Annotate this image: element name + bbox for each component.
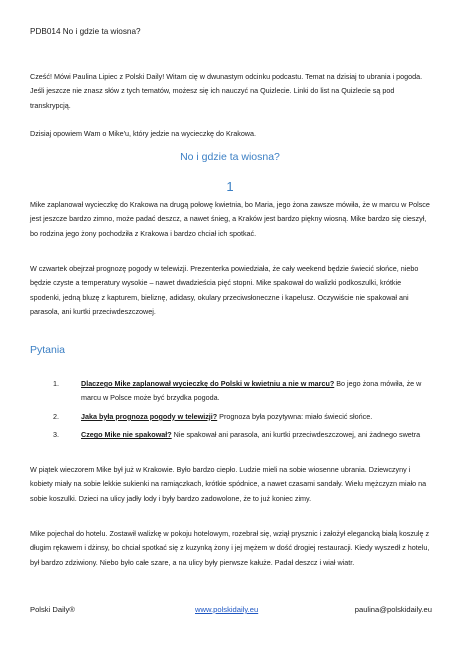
footer-brand: Polski Daily®	[30, 605, 75, 614]
questions-list	[53, 377, 433, 447]
story-paragraph-2: W czwartek obejrzał prognozę pogody w telewizji. Prezenterka powiedziała, że cały weekend będzie świecić słońce, niebo będzie czyste a temperatury wysokie – nawet dwadzieścia pięć stopni. Mike spakował do walizki podkoszulki, krótkie spodenki, jedną bluzę z kapturem, bieliznę, adidasy, okulary przeciwsłoneczne i kapelusz. Oczywiście nie spakował ani parasola, ani kurtki przeciwdeszczowej.	[30, 264, 419, 317]
question-item	[53, 377, 433, 406]
answer-text: Prognoza była pozytywna: miało świecić słońce.	[217, 411, 373, 421]
footer-website-link[interactable]: www.polskidaily.eu	[195, 605, 259, 614]
question-text: Jaka była prognoza pogody w telewizji?	[81, 411, 218, 421]
question-text: Czego Mike nie spakował?	[81, 430, 172, 440]
questions-heading: Pytania	[30, 344, 66, 356]
intro-paragraph: Cześć! Mówi Paulina Lipiec z Polski Daily! Witam cię w dwunastym odcinku podcastu. Temat na dzisiaj to ubrania i pogoda. Jeśli jeszcze nie znasz słów z tych tematów, możesz się ich nauczyć na Quizlecie. Linki do list na Quizlecie są pod transkrypcją.	[30, 72, 423, 110]
intro-paragraph-2: Dzisiaj opowiem Wam o Mike'u, który jedzie na wycieczkę do Krakowa.	[30, 129, 256, 138]
answer-text: Bo jego żona mówiła, że w marcu w Polsce może być brzydka pogoda.	[81, 379, 422, 403]
story-paragraph-3: W piątek wieczorem Mike był już w Krakowie. Było bardzo ciepło. Ludzie mieli na sobie wiosenne ubrania. Dziewczyny i kobiety miały na sobie lekkie sukienki na ramiączkach, krótkie spódnice, a nawet czasami sandały. Wielu mężczyzn miało na sobie koszulki. Dzieci na ulicy jadły lody i były bardzo zadowolone, że to już koniec zimy.	[30, 465, 427, 503]
story-paragraph-1: Mike zaplanował wycieczkę do Krakowa na drugą połowę kwietnia, bo Maria, jego żona zawsze mówiła, że w marcu w Polsce jest jeszcze bardzo zimno, może padać deszcz, a nawet śnieg, a Kraków jest bardzo piękny wiosną. Mike bardzo się cieszył, bo rodzina jego żony pochodziła z Krakowa i bardzo chciał ich spotkać.	[30, 200, 430, 238]
question-number: 2.	[53, 411, 59, 421]
question-text: Dlaczego Mike zaplanował wycieczkę do Polski w kwietniu a nie w marcu?	[81, 379, 335, 388]
question-number: 3.	[53, 430, 59, 440]
part-number: 1	[226, 179, 234, 194]
footer-email[interactable]: paulina@polskidaily.eu	[354, 605, 432, 614]
question-item	[53, 410, 433, 424]
episode-code: PDB014 No i gdzie ta wiosna?	[30, 27, 141, 36]
story-title: No i gdzie ta wiosna?	[180, 151, 280, 163]
answer-text: Nie spakował ani parasola, ani kurtki przeciwdeszczowej, ani żadnego swetra	[171, 430, 421, 440]
story-paragraph-4: Mike pojechał do hotelu. Zostawił walizkę w pokoju hotelowym, rozebrał się, wziął prysznic i założył elegancką białą koszulę z długim rękawem i dżinsy, bo chciał spotkać się z kuzynką żony i jej mężem w dość drogiej restauracji. Kiedy wyszedł z hotelu, był bardzo zdziwiony. Niebo było całe szare, a na ulicy były pierwsze kałuże. Padał deszcz i wiał wiatr.	[30, 529, 430, 567]
question-item	[53, 428, 433, 442]
question-number: 1.	[53, 379, 59, 388]
